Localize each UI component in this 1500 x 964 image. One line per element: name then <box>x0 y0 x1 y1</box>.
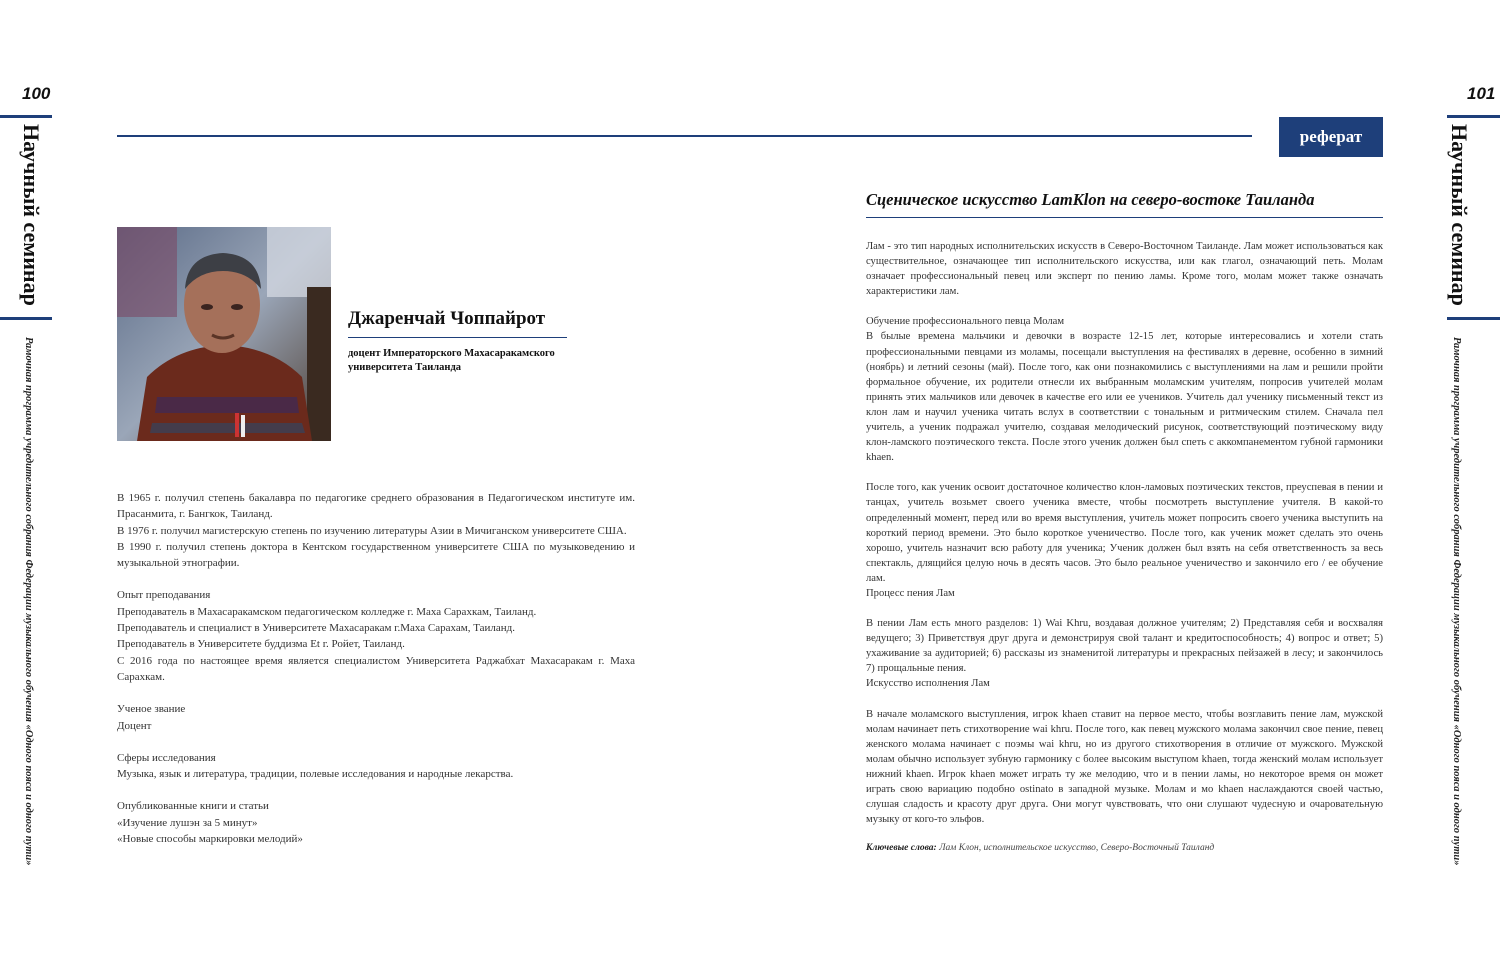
bio-teaching-1: Преподаватель в Махасаракамском педагогическом колледже г. Маха Сарахкам, Таиланд. <box>117 605 537 618</box>
page-number-left: 100 <box>22 84 51 103</box>
bio-teaching-4: С 2016 года по настоящее время является специалистом Университета Раджабхат Махасаракам г. Маха Сарахкам. <box>117 654 635 683</box>
bio-education-1: В 1965 г. получил степень бакалавра по педагогике среднего образования в Педагогическом институте им. Прасанмита, г. Бангкок, Таиланд. <box>117 492 635 521</box>
side-rule-top-right <box>1447 115 1500 118</box>
article-subheading-process: Процесс пения Лам <box>866 587 955 599</box>
page-number-right: 101 <box>1467 84 1496 103</box>
article-paragraph-1: Лам - это тип народных исполнительских искусств в Северо-Восточном Таиланде. Лам может использоваться как существительное, означающее тип исполнительского искусства, или как глагол, означающий петь. Молам означает профессиональный певец или эксперт по пению ламы. Кроме того, молам может также означать характеристики лам. <box>866 241 1383 298</box>
bio-title-heading: Ученое звание <box>117 703 186 716</box>
side-subtitle-right: Рамочная программа учредительного собрания Федерации музыкального обучения «Одного пояса и одного пути» <box>1451 337 1462 866</box>
article-title-rule <box>866 217 1383 218</box>
side-rule-bottom-left <box>0 317 52 320</box>
bio-pub-2: «Новые способы маркировки мелодий» <box>117 833 303 846</box>
author-name-rule <box>348 337 567 338</box>
side-title-right: Научный семинар <box>1447 124 1472 306</box>
article-body <box>866 239 1383 856</box>
article-paragraph-2: В былые времена мальчики и девочки в возрасте 12-15 лет, которые интересовались и хотели стать профессиональными певцами из моламы, посещали выступления на фестивалях в деревне, особенно в зимний (ноябрь) и летний сезоны (май). После того, как они познакомились с выступлениями на лам и решили пройти формальное обучение, их родители отнесли их выбранным моламским учителям, попросив учителей молам принять этих мальчиков или девочек в качестве его или ее учеников. Учитель дал ученику письменный текст из клон лам и научил ученика читать вслух в соответствии с тональным и ритмическим стилем. Сначала пел учитель, а ученик подражал учителю, создавая мелодический рисунок, соответствующий поэтическому виду клон-ламского поэтического текста. После этого ученик должен был спеть с аккомпанементом губной гармоники khaen. <box>866 331 1383 464</box>
article-subheading-art: Искусство исполнения Лам <box>866 678 990 690</box>
bio-teaching-2: Преподаватель и специалист в Университете Махасаракам г.Маха Сарахам, Таиланд. <box>117 622 516 635</box>
side-title-left: Научный семинар <box>19 124 44 306</box>
bio-pubs-heading: Опубликованные книги и статьи <box>117 800 269 813</box>
article-paragraph-4: В пении Лам есть много разделов: 1) Wai Khru, воздавая должное учителям; 2) Представляя себя и восхваляя ведущего; 3) Приветствуя друг друга и демонстрируя свой талант и кредитоспособность; 4) вопрос и ответ; 5) ухаживание за аудиторией; 6) рассказы из знаменитой литературы и прекрасных пейзажей в лесу; и закончилось 7) прощальные пения. <box>866 618 1383 675</box>
author-name: Джаренчай Чоппайрот <box>348 308 546 329</box>
article-title: Сценическое искусство LamKlon на северо-востоке Таиланда <box>866 190 1315 209</box>
bio-education-3: В 1990 г. получил степень доктора в Кентском государственном университете США по музыковедению и музыкальной этнографии. <box>117 540 635 570</box>
author-bio <box>117 490 635 847</box>
header-rule <box>117 135 1252 137</box>
side-rule-top-left <box>0 115 52 118</box>
keywords-value: Лам Клон, исполнительское искусство, Северо-Восточный Таиланд <box>939 843 1215 854</box>
bio-research-value: Музыка, язык и литература, традиции, полевые исследования и народные лекарства. <box>117 768 514 781</box>
section-tab: реферат <box>1279 117 1383 157</box>
side-subtitle-left: Рамочная программа учредительного собрания Федерации музыкального обучения «Одного пояса и одного пути» <box>23 337 34 866</box>
author-affiliation: доцент Императорского Махасаракамского университета Таиланда <box>348 348 555 373</box>
author-photo <box>117 227 331 441</box>
bio-title-value: Доцент <box>117 719 152 732</box>
bio-teaching-3: Преподаватель в Университете буддизма Et г. Ройет, Таиланд. <box>117 638 405 651</box>
keywords-label: Ключевые слова: <box>866 843 937 854</box>
article-keywords <box>866 841 1383 856</box>
bio-education-2: В 1976 г. получил магистерскую степень по изучению литературы Азии в Мичиганском университете США. <box>117 524 627 537</box>
bio-pub-1: «Изучение лушэн за 5 минут» <box>117 816 258 829</box>
article-paragraph-5: В начале моламского выступления, игрок khaen ставит на первое место, чтобы возглавить пение лам, мужской молам начинает петь стихотворение wai khru. После того, как певец мужского молама закончил свое пение, певец женского молама начинает с поэмы wai khru, но из другого стихотворения в отличие от мужского. Мужской молам обычно использует зубную гармонику с более высоким выступом khaen, тогда женский молам использует нижний khaen. Игрок khaen может играть ту же мелодию, что и в пении ламы, но некоторое время он может играть свою вариацию подобно ostinato в западной музыке. Молам и мо khaen наслаждаются своей частью, слушая сладость и красоту друг друга. Они могут чувствовать, что они слушают чудесную и очаровательную музыку от кого-то эльфов. <box>866 708 1383 826</box>
bio-research-heading: Сферы исследования <box>117 751 216 764</box>
article-subheading-training: Обучение профессионального певца Молам <box>866 316 1065 328</box>
side-rule-bottom-right <box>1447 317 1500 320</box>
bio-teaching-heading: Опыт преподавания <box>117 589 211 602</box>
article-paragraph-3: После того, как ученик освоит достаточное количество клон-ламовых поэтических текстов, преуспевая в пении и танцах, учитель возьмет своего ученика вместе, чтобы посмотреть выступление учителя. В какой-то определенный момент, перед или во время выступления, учитель может попросить своего ученика выступить на короткий период времени. Это было короткое ученичество. После того, как ученик может сделать это очень хорошо, учитель назначит всю работу для ученика; Ученик должен был взять на себя ответственность за весь спектакль, длящийся целую ночь в десять часов. Это было реальное ученичество и закончило его / ее обучение лам. <box>866 482 1383 584</box>
